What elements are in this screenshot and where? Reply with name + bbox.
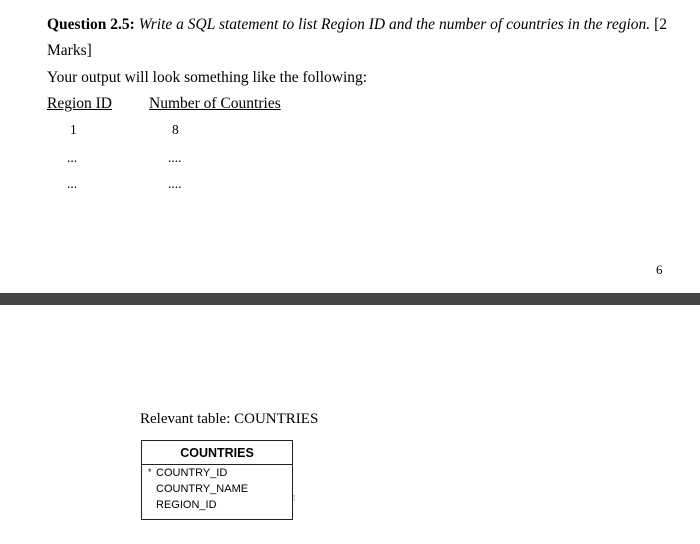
sample-cell-r2-region: ... <box>67 150 78 165</box>
question-marks-open: [2 <box>654 16 667 33</box>
page-separator <box>0 293 700 305</box>
column-country-id: COUNTRY_ID <box>156 467 228 479</box>
countries-entity-box <box>141 440 296 520</box>
header-number-of-countries: Number of Countries <box>149 95 281 112</box>
sample-cell-r3-region: ... <box>67 176 78 191</box>
output-intro: Your output will look something like the following: <box>47 69 368 86</box>
sample-cell-r1-count: 8 <box>172 122 179 137</box>
question-text: Write a SQL statement to list Region ID and the number of countries in the region. <box>138 16 651 33</box>
relationship-tick-icon: ⁞ <box>293 494 296 503</box>
entity-title: COUNTRIES <box>142 441 292 465</box>
question-line <box>47 16 667 34</box>
page-number: 6 <box>656 262 663 277</box>
column-country-name: COUNTRY_NAME <box>156 483 249 495</box>
question-number: Question 2.5: <box>47 16 135 33</box>
primary-key-marker: * <box>148 467 152 477</box>
header-region-id: Region ID <box>47 95 113 112</box>
relevant-table-caption: Relevant table: COUNTRIES <box>140 411 319 427</box>
sample-cell-r3-count: .... <box>168 176 182 191</box>
question-marks-close: Marks] <box>47 42 92 59</box>
column-region-id: REGION_ID <box>156 499 217 511</box>
sample-cell-r1-region: 1 <box>70 122 77 137</box>
sample-cell-r2-count: .... <box>168 150 182 165</box>
